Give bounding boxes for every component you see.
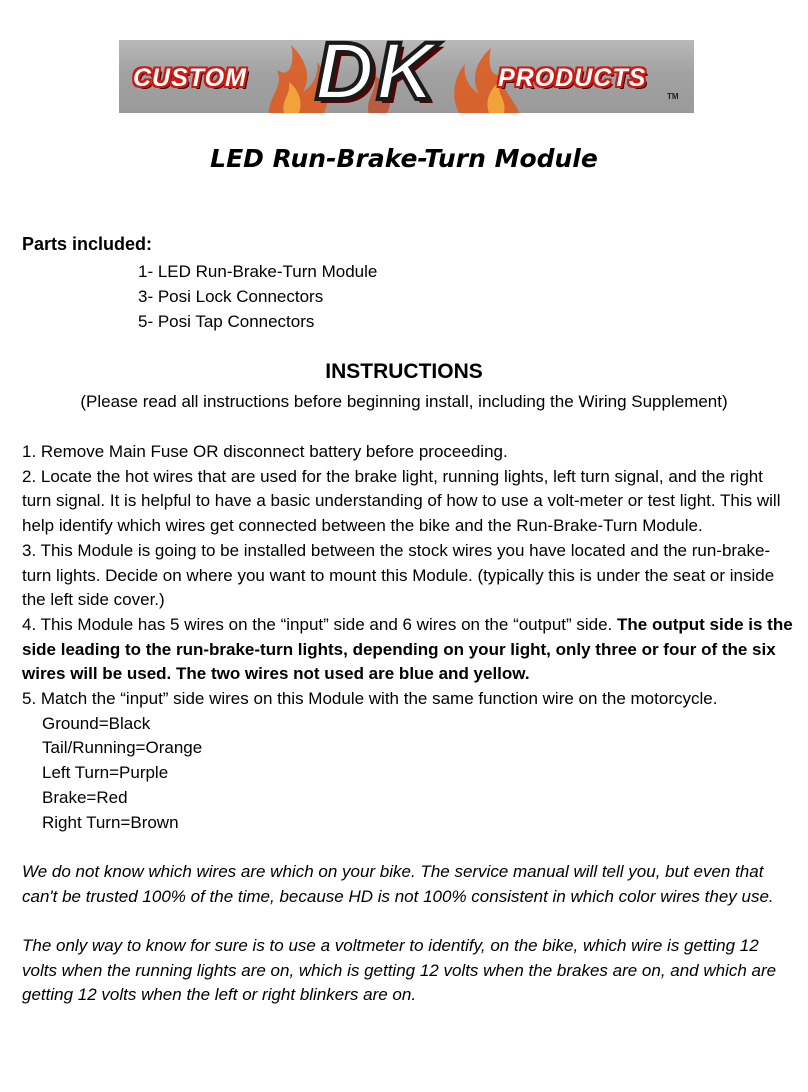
wire-color-item: Ground=Black <box>42 713 151 733</box>
instruction-step-2: 2. Locate the hot wires that are used for the brake light, running lights, left turn signal, and the right turn signal. It is helpful to have a basic understanding of how to use a volt-meter or test light. This will help identify which wires get connected between the bike and the Run-Brake-Turn Module. <box>22 466 781 536</box>
brand-logo <box>119 40 694 113</box>
step-4-bold-text: The output side is the side leading to the run-brake-turn lights, depending on your light, only three or four of the six wires will be used. The two wires not used are blue and yellow. <box>22 614 793 684</box>
instruction-step-5: 5. Match the “input” side wires on this Module with the same function wire on the motorcycle. <box>22 689 718 709</box>
wire-color-list <box>22 712 794 836</box>
instructions-heading: INSTRUCTIONS <box>325 360 483 383</box>
spacer <box>22 835 794 860</box>
trademark-mark: TM <box>667 92 679 101</box>
wire-color-item: Left Turn=Purple <box>42 763 169 783</box>
spacer <box>22 909 794 934</box>
document-title: LED Run-Brake-Turn Module <box>210 144 598 173</box>
wire-color-item: Right Turn=Brown <box>42 812 179 832</box>
instructions-subheading: (Please read all instructions before beginning install, including the Wiring Supplement) <box>80 392 728 411</box>
instruction-step-1: 1. Remove Main Fuse OR disconnect battery before proceeding. <box>22 442 508 461</box>
wire-color-item: Tail/Running=Orange <box>42 738 203 758</box>
note-voltmeter: The only way to know for sure is to use a voltmeter to identify, on the bike, which wire is getting 12 volts when the running lights are on, which is getting 12 volts when the brakes are on, and which are getting 12 volts when the left or right blinkers are on. <box>22 936 777 1005</box>
parts-list-item: 5- Posi Tap Connectors <box>138 312 315 331</box>
instruction-step-4 <box>22 613 794 687</box>
parts-list <box>138 259 377 334</box>
logo-products-word: PRODUCTS <box>498 64 647 92</box>
instruction-step-3: 3. This Module is going to be installed between the stock wires you have located and the run-brake-turn lights. Decide on where you want to mount this Module. (typically this is under the seat or inside the left side cover.) <box>22 540 775 610</box>
parts-list-item: 3- Posi Lock Connectors <box>138 287 324 306</box>
note-wire-colors: We do not know which wires are which on your bike. The service manual will tell you, but even that can't be trusted 100% of the time, because HD is not 100% consistent in which color wires they use. <box>22 861 774 906</box>
logo-custom-word: CUSTOM <box>133 64 247 92</box>
parts-list-item: 1- LED Run-Brake-Turn Module <box>138 262 378 281</box>
wire-color-item: Brake=Red <box>42 787 128 807</box>
parts-heading: Parts included: <box>22 234 153 254</box>
logo-dk-letters: DK <box>315 40 438 113</box>
step-4-text: 4. This Module has 5 wires on the “input” side and 6 wires on the “output” side. <box>22 614 618 634</box>
instructions-body <box>22 440 794 1008</box>
